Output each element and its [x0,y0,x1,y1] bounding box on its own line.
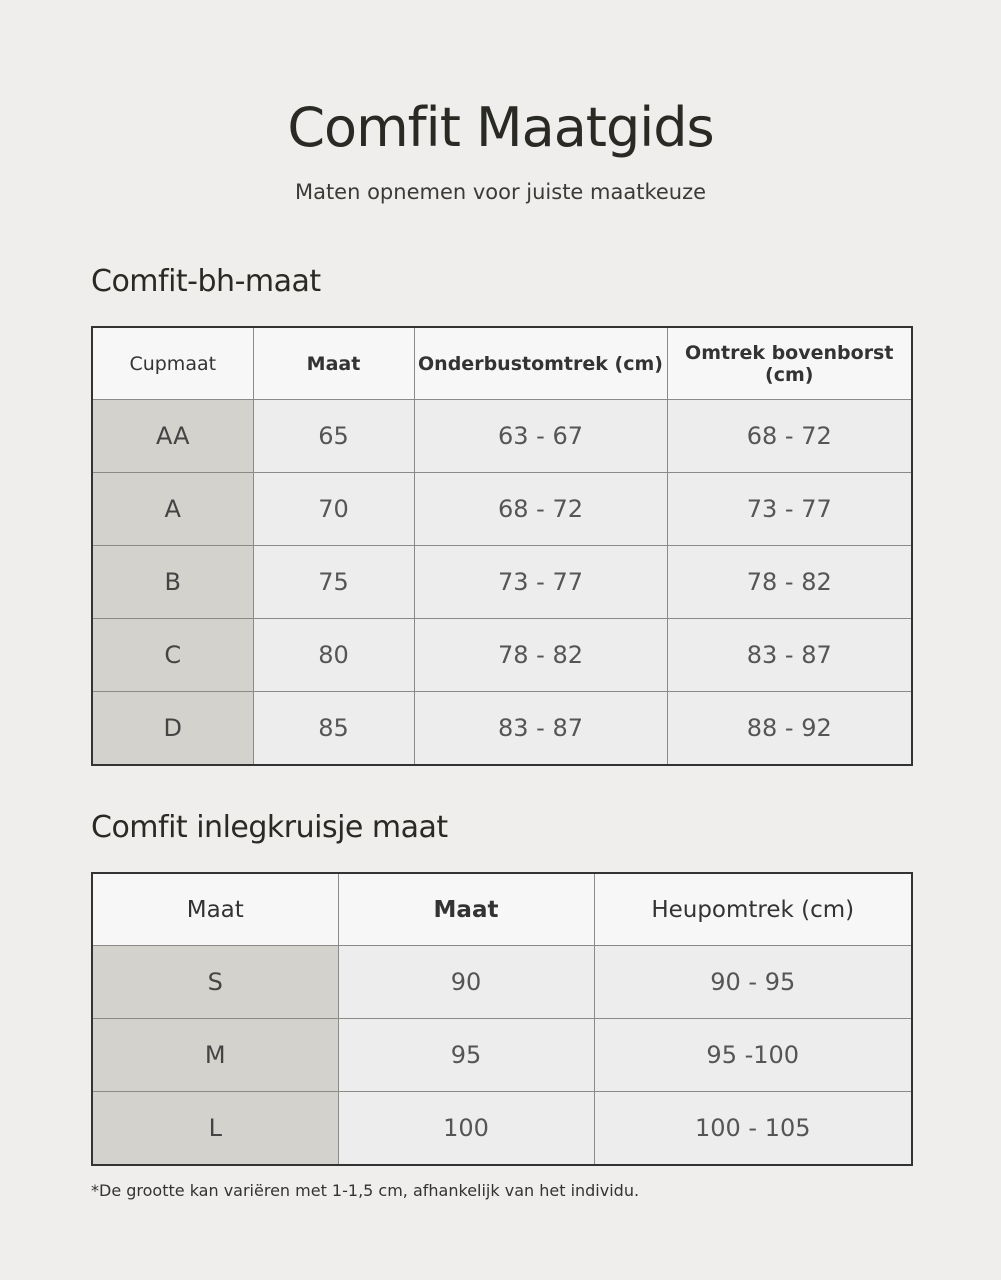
table-row [92,546,912,619]
column-header: Heupomtrek (cm) [594,873,912,946]
table-cell: 83 - 87 [667,619,912,692]
column-header: Onderbustomtrek (cm) [414,327,667,400]
table-cell: 78 - 82 [667,546,912,619]
table-header-row [92,873,912,946]
table-row [92,692,912,766]
column-header: Omtrek bovenborst (cm) [667,327,912,400]
table-cell: 65 [253,400,414,473]
table-cell: 85 [253,692,414,766]
page-subtitle: Maten opnemen voor juiste maatkeuze [294,180,707,204]
table-cell: 88 - 92 [667,692,912,766]
table-row [92,1019,912,1092]
table-cell: L [92,1092,338,1166]
table-cell: 95 [338,1019,594,1092]
column-header: Maat [253,327,414,400]
column-header: Maat [92,873,338,946]
table-cell: 68 - 72 [667,400,912,473]
table-row [92,619,912,692]
table-cell: 78 - 82 [414,619,667,692]
table-row [92,400,912,473]
table-cell: A [92,473,253,546]
page-title: Comfit Maatgids [287,96,714,159]
bra-size-heading: Comfit-bh-maat [91,264,321,299]
table-row [92,1092,912,1166]
table-cell: 95 -100 [594,1019,912,1092]
table-cell: D [92,692,253,766]
table-cell: 73 - 77 [667,473,912,546]
table-cell: M [92,1019,338,1092]
table-cell: 90 - 95 [594,946,912,1019]
table-cell: AA [92,400,253,473]
table-cell: 100 [338,1092,594,1166]
column-header: Cupmaat [92,327,253,400]
table-cell: 80 [253,619,414,692]
footnote: *De grootte kan variëren met 1-1,5 cm, afhankelijk van het individu. [91,1181,640,1200]
table-cell: 68 - 72 [414,473,667,546]
pad-size-heading: Comfit inlegkruisje maat [91,810,448,845]
table-cell: 100 - 105 [594,1092,912,1166]
table-cell: 75 [253,546,414,619]
table-cell: B [92,546,253,619]
table-header-row [92,327,912,400]
table-cell: 63 - 67 [414,400,667,473]
pad-size-table [91,872,913,1166]
table-row [92,473,912,546]
table-cell: S [92,946,338,1019]
table-cell: 73 - 77 [414,546,667,619]
table-row [92,946,912,1019]
column-header: Maat [338,873,594,946]
table-cell: 83 - 87 [414,692,667,766]
table-cell: 90 [338,946,594,1019]
bra-size-table [91,326,913,766]
table-cell: C [92,619,253,692]
table-cell: 70 [253,473,414,546]
